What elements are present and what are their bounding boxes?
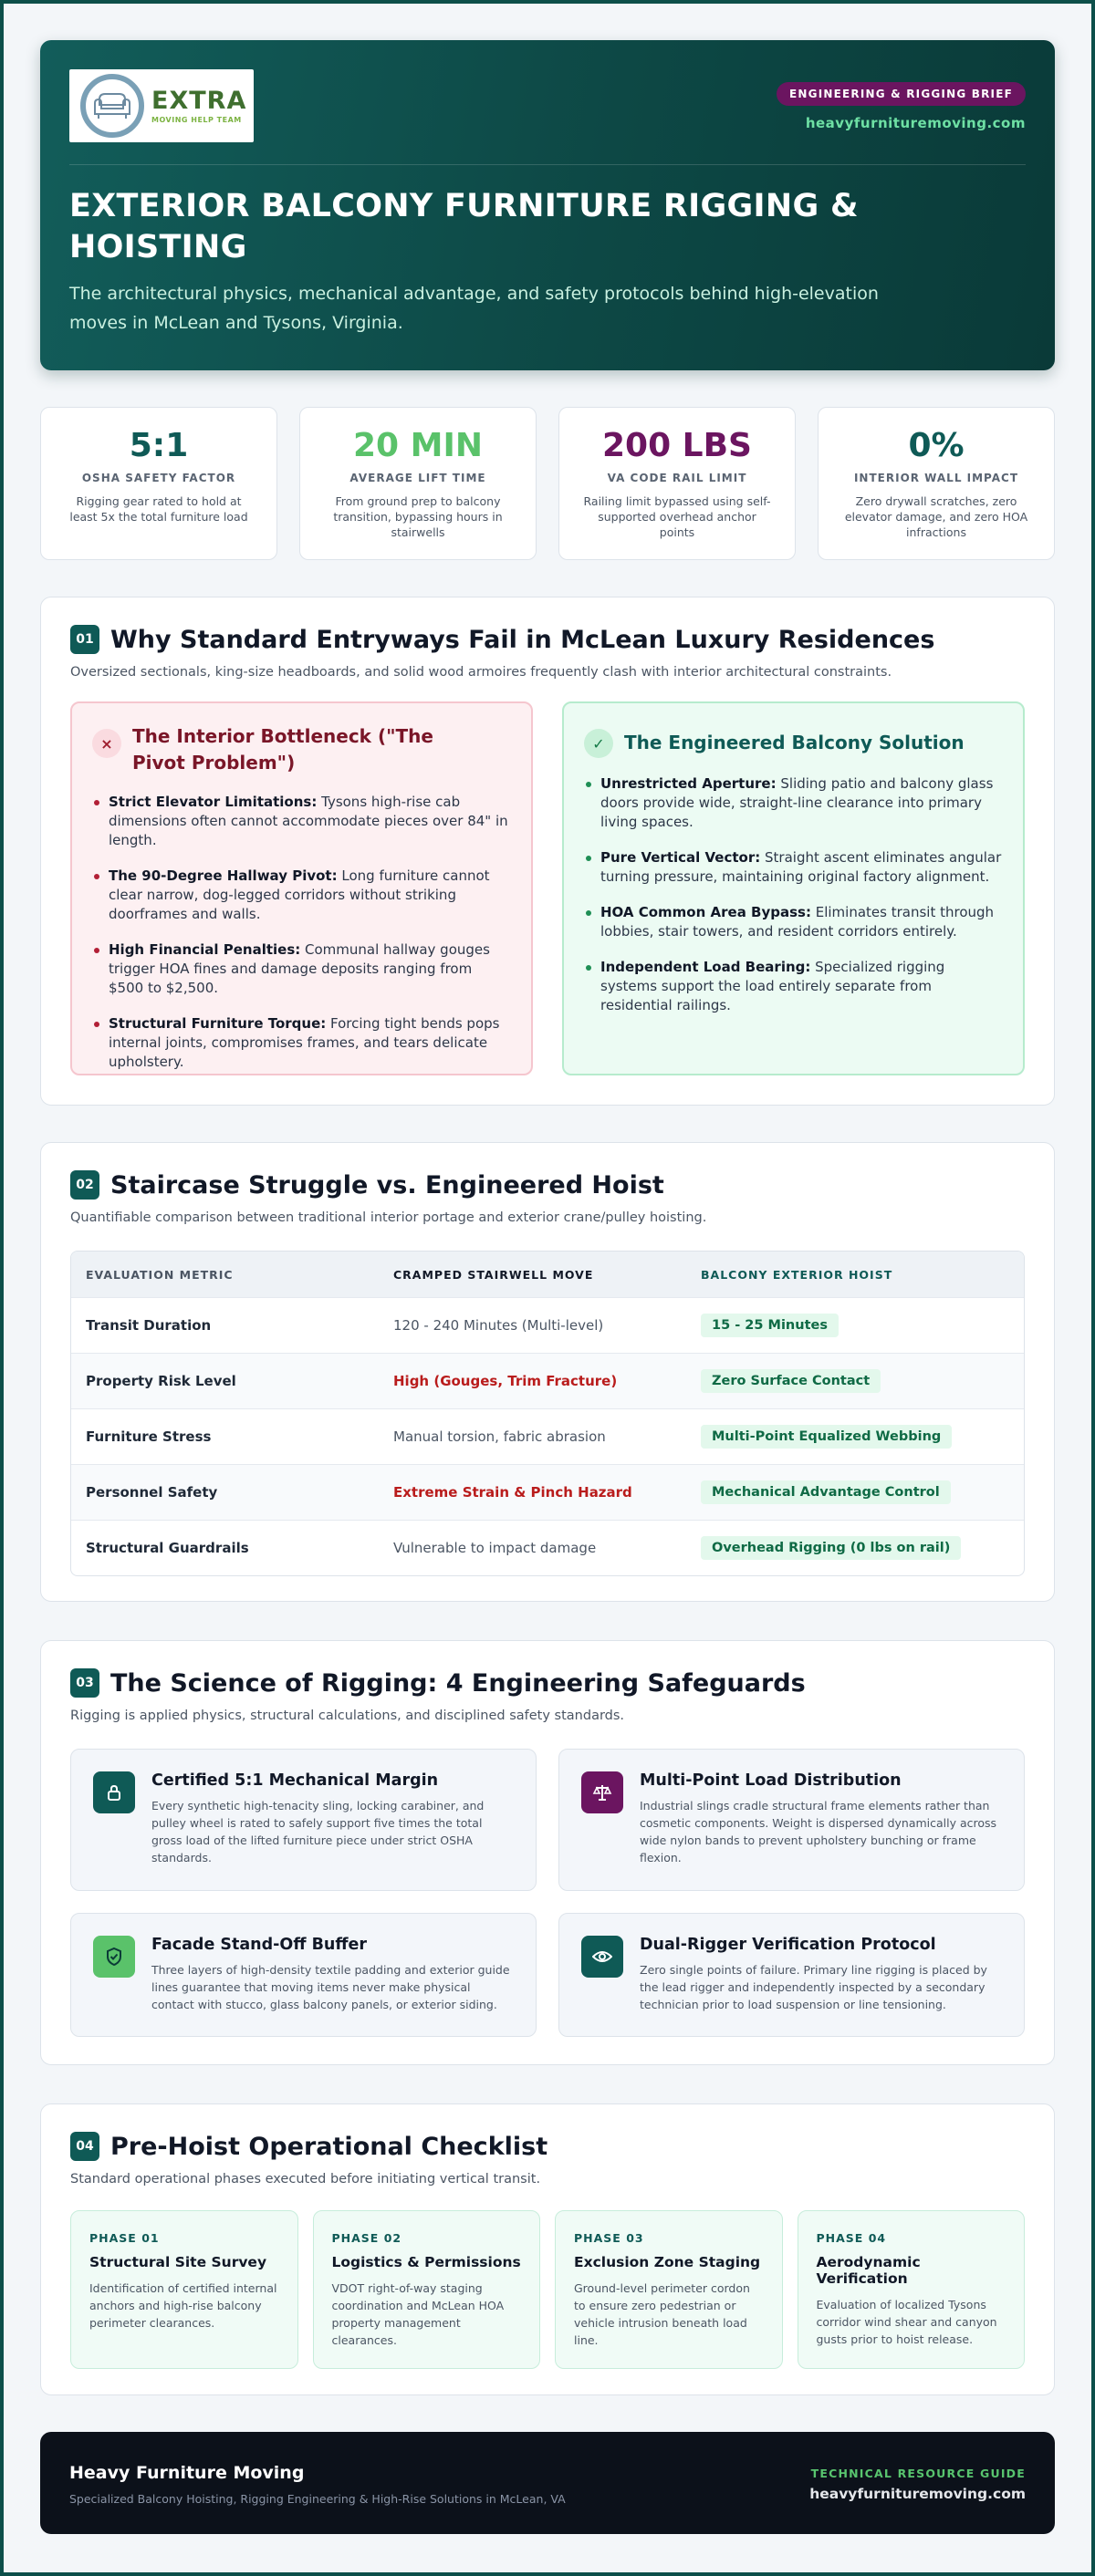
safeguard-card bbox=[558, 1749, 1025, 1891]
phase-description: VDOT right-of-way staging coordination and McLean HOA property management clearances. bbox=[331, 2281, 505, 2347]
stat-label: INTERIOR WALL IMPACT bbox=[853, 472, 1019, 484]
section-title: Why Standard Entryways Fail in McLean Luxury Residences bbox=[110, 625, 935, 654]
section-safeguards bbox=[40, 1640, 1055, 2065]
list-item-heading: HOA Common Area Bypass: bbox=[600, 904, 811, 920]
list-item-heading: The 90-Degree Hallway Pivot: bbox=[109, 867, 338, 884]
list-item-text: Sliding patio and balcony glass doors provide wide, straight-line clearance into primary living spaces. bbox=[600, 775, 994, 830]
metric-cell: Personnel Safety bbox=[86, 1484, 218, 1501]
section-checklist bbox=[40, 2103, 1055, 2395]
footer bbox=[40, 2432, 1055, 2534]
hero-banner bbox=[40, 40, 1055, 370]
stat-label: OSHA SAFETY FACTOR bbox=[81, 472, 236, 484]
column-header: CRAMPED STAIRWELL MOVE bbox=[393, 1267, 594, 1282]
stat-value: 0% bbox=[908, 427, 965, 464]
card-description: Industrial slings cradle structural frame elements rather than cosmetic components. Weight is dispersed dynamically across wide nylon bands to prevent upholstery bunching or frame flexion. bbox=[640, 1799, 997, 1864]
metric-cell: Structural Guardrails bbox=[86, 1540, 249, 1556]
close-icon: × bbox=[92, 729, 121, 758]
hoist-value-badge: Overhead Rigging (0 lbs on rail) bbox=[701, 1536, 961, 1560]
card-description: Zero single points of failure. Primary line rigging is placed by the lead rigger and independently inspected by a secondary technician prior to load suspension or line tensioning. bbox=[640, 1963, 987, 2011]
phase-label: PHASE 02 bbox=[331, 2231, 402, 2245]
shield-check-icon bbox=[93, 1936, 135, 1978]
panel-title: The Engineered Balcony Solution bbox=[624, 732, 965, 753]
hoist-cell bbox=[686, 1480, 1024, 1504]
list-item-heading: Pure Vertical Vector: bbox=[600, 849, 761, 866]
section-comparison bbox=[40, 1142, 1055, 1602]
safeguard-card bbox=[70, 1913, 537, 2037]
phase-label: PHASE 04 bbox=[816, 2231, 887, 2245]
table-row bbox=[71, 1520, 1024, 1575]
table-row bbox=[71, 1408, 1024, 1464]
section-title: Pre-Hoist Operational Checklist bbox=[110, 2132, 548, 2161]
phase-title: Logistics & Permissions bbox=[331, 2254, 521, 2270]
card-description: Three layers of high-density textile padding and exterior guide lines guarantee that moving items never make physical contact with stucco, glass balcony panels, or exterior siding. bbox=[151, 1963, 510, 2011]
hoist-cell bbox=[686, 1314, 1024, 1337]
list-item-text: Specialized rigging systems support the load entirely separate from residential railings. bbox=[600, 959, 945, 1013]
section-title: Staircase Struggle vs. Engineered Hoist bbox=[110, 1170, 664, 1200]
card-title: Facade Stand-Off Buffer bbox=[151, 1936, 368, 1954]
section-subtitle: Quantifiable comparison between traditional interior portage and exterior crane/pulley hoisting. bbox=[70, 1210, 707, 1225]
card-title: Dual-Rigger Verification Protocol bbox=[640, 1936, 936, 1954]
phase-description: Evaluation of localized Tysons corridor wind shear and canyon gusts prior to hoist release. bbox=[816, 2298, 997, 2346]
eye-icon bbox=[581, 1936, 623, 1978]
list-item-heading: High Financial Penalties: bbox=[109, 941, 301, 958]
section-number: 03 bbox=[70, 1668, 99, 1698]
table-row bbox=[71, 1464, 1024, 1520]
phase-label: PHASE 01 bbox=[89, 2231, 160, 2245]
page-subtitle: The architectural physics, mechanical advantage, and safety protocols behind high-elevation moves in McLean and Tysons, Virginia. bbox=[69, 284, 879, 333]
stat-card bbox=[40, 407, 277, 560]
list-item-text: Straight ascent eliminates angular turning pressure, maintaining original factory alignment. bbox=[600, 849, 1002, 885]
stat-value: 20 MIN bbox=[353, 427, 483, 464]
stat-card bbox=[558, 407, 796, 560]
phase-row bbox=[70, 2210, 1025, 2369]
brief-badge: ENGINEERING & RIGGING BRIEF bbox=[777, 82, 1026, 106]
card-text bbox=[151, 1936, 514, 2014]
stat-description: Rigging gear rated to hold at least 5x the total furniture load bbox=[69, 494, 248, 524]
phase-title: Exclusion Zone Staging bbox=[574, 2254, 761, 2270]
hoist-value-badge: 15 - 25 Minutes bbox=[701, 1314, 839, 1337]
phase-title: Structural Site Survey bbox=[89, 2254, 267, 2270]
list-item-text: Long furniture cannot clear narrow, dog-legged corridors without striking doorframes and walls. bbox=[109, 867, 490, 922]
list-item-text: Forcing tight bends pops internal joints, compromises frames, and tears delicate upholstery. bbox=[109, 1015, 500, 1070]
comparison-table bbox=[70, 1251, 1025, 1576]
metric-cell: Property Risk Level bbox=[86, 1373, 236, 1389]
section-subtitle: Standard operational phases executed before initiating vertical transit. bbox=[70, 2172, 541, 2186]
section-subtitle: Rigging is applied physics, structural calculations, and disciplined safety standards. bbox=[70, 1709, 625, 1723]
list-item bbox=[92, 940, 511, 998]
stat-description: Railing limit bypassed using self-supported overhead anchor points bbox=[583, 494, 771, 539]
table-row bbox=[71, 1297, 1024, 1353]
table-row bbox=[71, 1353, 1024, 1408]
bottleneck-panel bbox=[70, 701, 533, 1075]
footer-title: Heavy Furniture Moving bbox=[69, 2463, 305, 2483]
section-number: 04 bbox=[70, 2132, 99, 2161]
list-item bbox=[584, 958, 1003, 1015]
hero-website-link[interactable]: heavyfurnituremoving.com bbox=[805, 115, 1026, 131]
scale-icon bbox=[581, 1771, 623, 1813]
section-subtitle: Oversized sectionals, king-size headboards, and solid wood armoires frequently clash with interior architectural constraints. bbox=[70, 665, 892, 680]
card-title: Certified 5:1 Mechanical Margin bbox=[151, 1771, 439, 1790]
card-text bbox=[640, 1771, 1002, 1868]
list-item-text: Eliminates transit through lobbies, stair towers, and resident corridors entirely. bbox=[600, 904, 995, 940]
stat-description: Zero drywall scratches, zero elevator damage, and zero HOA infractions bbox=[844, 494, 1028, 539]
card-text bbox=[640, 1936, 1002, 2014]
stat-value: 5:1 bbox=[129, 427, 189, 464]
stat-label: AVERAGE LIFT TIME bbox=[349, 472, 486, 484]
lock-icon bbox=[93, 1771, 135, 1813]
list-item-heading: Structural Furniture Torque: bbox=[109, 1015, 327, 1032]
list-item-heading: Strict Elevator Limitations: bbox=[109, 794, 318, 810]
list-item-text: Communal hallway gouges trigger HOA fines and damage deposits ranging from $500 to $2,500. bbox=[109, 941, 490, 996]
table-header-row bbox=[71, 1252, 1024, 1297]
list-item-text: Tysons high-rise cab dimensions often cannot accommodate pieces over 84" in length. bbox=[109, 794, 508, 848]
phase-label: PHASE 03 bbox=[574, 2231, 644, 2245]
section-number: 02 bbox=[70, 1170, 99, 1200]
column-header: EVALUATION METRIC bbox=[86, 1267, 234, 1282]
list-item bbox=[92, 867, 511, 924]
solution-panel bbox=[562, 701, 1025, 1075]
list-item bbox=[584, 903, 1003, 941]
phase-description: Ground-level perimeter cordon to ensure zero pedestrian or vehicle intrusion beneath load line. bbox=[574, 2281, 750, 2347]
sofa-logo-icon bbox=[80, 74, 144, 138]
card-description: Every synthetic high-tenacity sling, locking carabiner, and pulley wheel is rated to safely support five times the total gross load of the lifted furniture piece under strict OSHA standards. bbox=[151, 1799, 485, 1864]
list-item bbox=[584, 774, 1003, 832]
stairwell-cell: 120 - 240 Minutes (Multi-level) bbox=[393, 1317, 604, 1334]
hoist-cell bbox=[686, 1425, 1024, 1449]
footer-subtitle: Specialized Balcony Hoisting, Rigging Engineering & High-Rise Solutions in McLean, VA bbox=[69, 2492, 566, 2506]
phase-card bbox=[70, 2210, 298, 2369]
list-item-heading: Independent Load Bearing: bbox=[600, 959, 811, 975]
section-title: The Science of Rigging: 4 Engineering Safeguards bbox=[110, 1668, 806, 1698]
section-entryways bbox=[40, 597, 1055, 1106]
check-icon: ✓ bbox=[584, 729, 613, 758]
stat-card bbox=[299, 407, 537, 560]
logo-tagline: MOVING HELP TEAM bbox=[151, 115, 242, 124]
hoist-cell bbox=[686, 1536, 1024, 1560]
solution-list bbox=[584, 774, 1003, 1015]
stat-value: 200 LBS bbox=[602, 427, 752, 464]
section-number: 01 bbox=[70, 625, 99, 654]
column-header: BALCONY EXTERIOR HOIST bbox=[701, 1267, 893, 1282]
hoist-cell bbox=[686, 1369, 1024, 1393]
footer-label: TECHNICAL RESOURCE GUIDE bbox=[810, 2467, 1026, 2480]
list-item bbox=[92, 793, 511, 850]
safeguard-card bbox=[558, 1913, 1025, 2037]
list-item bbox=[584, 848, 1003, 887]
card-title: Multi-Point Load Distribution bbox=[640, 1771, 902, 1790]
phase-description: Identification of certified internal anchors and high-rise balcony perimeter clearances. bbox=[89, 2281, 277, 2330]
stat-card bbox=[818, 407, 1055, 560]
logo-wordmark: EXTRA bbox=[151, 86, 247, 115]
stairwell-cell: Vulnerable to impact damage bbox=[393, 1540, 597, 1556]
hoist-value-badge: Mechanical Advantage Control bbox=[701, 1480, 951, 1504]
bottleneck-list bbox=[92, 793, 511, 1072]
hoist-value-badge: Multi-Point Equalized Webbing bbox=[701, 1425, 952, 1449]
page-title: EXTERIOR BALCONY FURNITURE RIGGING & HOISTING bbox=[69, 188, 859, 265]
stairwell-cell: Extreme Strain & Pinch Hazard bbox=[393, 1484, 632, 1501]
safeguard-grid bbox=[70, 1749, 1025, 2037]
phase-card bbox=[313, 2210, 541, 2369]
hero-divider bbox=[69, 164, 1026, 165]
footer-website-link[interactable]: heavyfurnituremoving.com bbox=[809, 2486, 1026, 2502]
phase-card bbox=[555, 2210, 783, 2369]
panel-title: The Interior Bottleneck ("The Pivot Problem") bbox=[132, 725, 433, 774]
list-item-heading: Unrestricted Aperture: bbox=[600, 775, 777, 792]
stat-label: VA CODE RAIL LIMIT bbox=[607, 472, 747, 484]
phase-card bbox=[798, 2210, 1026, 2369]
stats-row bbox=[40, 407, 1055, 560]
metric-cell: Furniture Stress bbox=[86, 1428, 212, 1445]
stairwell-cell: High (Gouges, Trim Fracture) bbox=[393, 1373, 618, 1389]
safeguard-card bbox=[70, 1749, 537, 1891]
card-text bbox=[151, 1771, 514, 1868]
metric-cell: Transit Duration bbox=[86, 1317, 212, 1334]
hoist-value-badge: Zero Surface Contact bbox=[701, 1369, 881, 1393]
phase-title: Aerodynamic Verification bbox=[816, 2254, 921, 2287]
stairwell-cell: Manual torsion, fabric abrasion bbox=[393, 1428, 606, 1445]
list-item bbox=[92, 1014, 511, 1072]
company-logo[interactable] bbox=[69, 69, 254, 142]
stat-description: From ground prep to balcony transition, bypassing hours in stairwells bbox=[333, 494, 503, 539]
